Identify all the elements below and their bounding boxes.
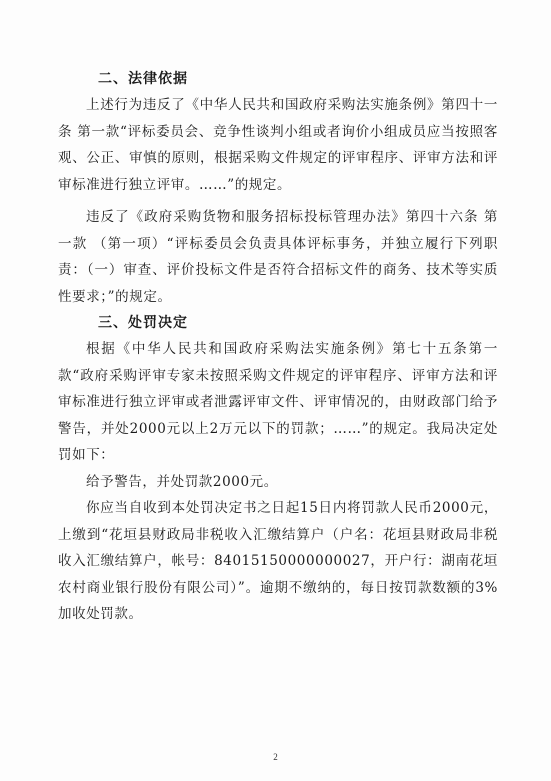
- section-heading-penalty-decision: 三、处罚决定: [98, 315, 188, 331]
- penalty-paragraph-1: 根据《中华人民共和国政府采购法实施条例》第七十五条第一款“政府采购评审专家未按照采购文件规定的评审程序、评审方法和评审标准进行独立评审或者泄露评审文件、评审情况的，由财政部门给予警告，并处2000元以上2万元以下的罚款；……”的规定。我局决定处罚如下：: [58, 341, 498, 463]
- penalty-paragraph-2: 给予警告，并处罚款2000元。: [86, 473, 278, 490]
- page-number: 2: [273, 752, 278, 762]
- legal-basis-paragraph-1: 上述行为违反了《中华人民共和国政府采购法实施条例》第四十一条 第一款“评标委员会、竞争性谈判小组或者询价小组成员应当按照客观、公正、审慎的原则，根据采购文件规定的评审程序、评审方法和评审标准进行独立评审。……”的规定。: [58, 97, 498, 193]
- penalty-paragraph-3: 你应当自收到本处罚决定书之日起15日内将罚款人民币2000元，上缴到“花垣县财政局非税收入汇缴结算户（户名：花垣县财政局非税收入汇缴结算户，帐号：84015150000000027，开户行：湖南花垣农村商业银行股份有限公司）”。逾期不缴纳的，每日按罚款数额的3%加收处罚款。: [58, 500, 498, 622]
- section-heading-legal-basis: 二、法律依据: [98, 71, 188, 87]
- document-body: [58, 66, 498, 628]
- legal-basis-paragraph-2: 违反了《政府采购货物和服务招标投标管理办法》第四十六条 第一款 （第一项）“评标委员会负责具体评标事务，并独立履行下列职责：（一）审查、评价投标文件是否符合招标文件的商务、技术等实质性要求；”的规定。: [58, 209, 498, 305]
